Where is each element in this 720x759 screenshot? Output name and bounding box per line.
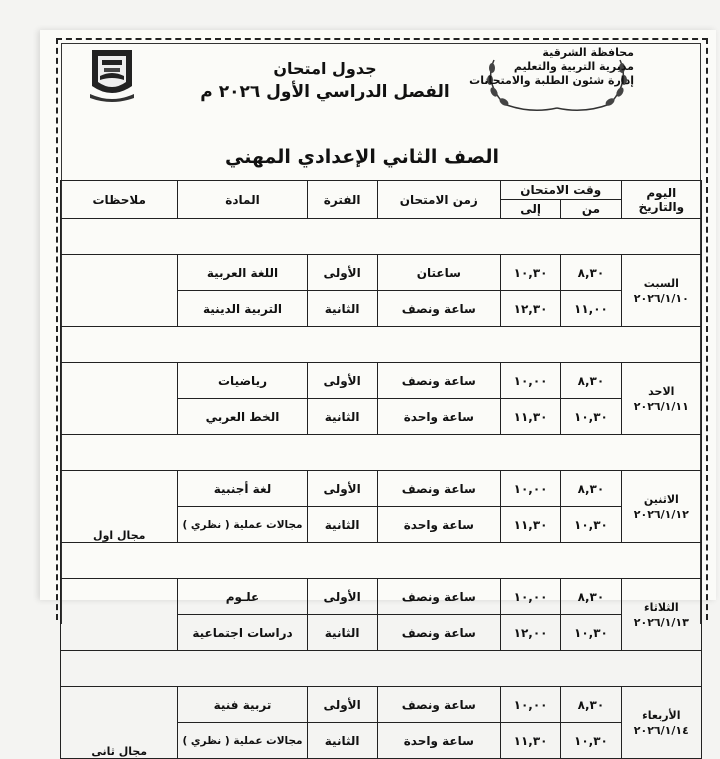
row-gap [61, 435, 702, 471]
header-duration: زمن الامتحان [377, 181, 500, 219]
subject: تربية فنية [178, 687, 307, 723]
period: الأولى [307, 471, 377, 507]
table-row [61, 363, 702, 399]
department-line: إدارة شئون الطلبة والامتحانات [469, 74, 634, 87]
note [61, 363, 178, 435]
subject: مجالات عملية ( نظري ) [178, 723, 307, 759]
subject: دراسات اجتماعية [178, 615, 307, 651]
header-from: من [561, 200, 621, 219]
time-to: ١٠,٣٠ [500, 255, 560, 291]
subject: لغة أجنبية [178, 471, 307, 507]
duration: ساعة ونصف [377, 579, 500, 615]
day-date: ٢٠٢٦/١/١٣ [633, 615, 689, 629]
table-row [61, 255, 702, 291]
table-row [61, 579, 702, 615]
note: مجال اول [61, 471, 178, 543]
header-exam-time: وقت الامتحان [500, 181, 621, 200]
day-date: ٢٠٢٦/١/١٤ [633, 723, 689, 737]
duration: ساعة ونصف [377, 471, 500, 507]
day-name: الاثنين [643, 492, 679, 506]
period: الثانية [307, 723, 377, 759]
duration: ساعة ونصف [377, 615, 500, 651]
duration: ساعة واحدة [377, 399, 500, 435]
day-name: الأربعاء [642, 708, 681, 722]
header-to: إلى [500, 200, 560, 219]
subject: رياضيات [178, 363, 307, 399]
emblem-icon [86, 46, 138, 104]
subject: التربية الدينية [178, 291, 307, 327]
time-from: ١٠,٣٠ [561, 399, 621, 435]
time-to: ١١,٣٠ [500, 507, 560, 543]
time-from: ١٠,٣٠ [561, 723, 621, 759]
day-date: ٢٠٢٦/١/١٠ [633, 291, 689, 305]
time-to: ١٢,٣٠ [500, 291, 560, 327]
time-to: ١٠,٠٠ [500, 579, 560, 615]
day-name: الثلاثاء [643, 600, 679, 614]
time-to: ١٠,٠٠ [500, 687, 560, 723]
subject: مجالات عملية ( نظري ) [178, 507, 307, 543]
day-date-cell [621, 687, 701, 759]
day-date-cell [621, 363, 701, 435]
period: الثانية [307, 615, 377, 651]
governorate-line: محافظة الشرقية [542, 46, 634, 59]
period: الثانية [307, 399, 377, 435]
time-from: ٨,٣٠ [561, 579, 621, 615]
subject: الخط العربي [178, 399, 307, 435]
period: الأولى [307, 579, 377, 615]
duration: ساعة واحدة [377, 723, 500, 759]
header-period: الفترة [307, 181, 377, 219]
note [61, 579, 178, 651]
day-date: ٢٠٢٦/١/١٢ [633, 507, 689, 521]
time-to: ١١,٣٠ [500, 399, 560, 435]
duration: ساعة واحدة [377, 507, 500, 543]
day-date-cell [621, 255, 701, 327]
time-from: ١٠,٣٠ [561, 507, 621, 543]
time-from: ١١,٠٠ [561, 291, 621, 327]
period: الثانية [307, 291, 377, 327]
duration: ساعتان [377, 255, 500, 291]
row-gap [61, 219, 702, 255]
period: الأولى [307, 363, 377, 399]
authority-header [469, 46, 634, 88]
subject: اللغة العربية [178, 255, 307, 291]
table-header-row [61, 181, 702, 200]
directorate-line: مديرية التربية والتعليم [513, 60, 634, 73]
note: مجال ثانى [61, 687, 178, 759]
schedule-title: جدول امتحان [273, 59, 377, 78]
duration: ساعة ونصف [377, 363, 500, 399]
time-from: ٨,٣٠ [561, 363, 621, 399]
time-from: ٨,٣٠ [561, 255, 621, 291]
table-row [61, 687, 702, 723]
exam-schedule-table [60, 180, 702, 759]
day-date-cell [621, 579, 701, 651]
day-date-cell [621, 471, 701, 543]
period: الأولى [307, 255, 377, 291]
time-from: ٨,٣٠ [561, 471, 621, 507]
header-subject: المادة [178, 181, 307, 219]
duration: ساعة ونصف [377, 291, 500, 327]
table-row [61, 471, 702, 507]
time-to: ١٠,٠٠ [500, 471, 560, 507]
duration: ساعة ونصف [377, 687, 500, 723]
header-notes: ملاحظات [61, 181, 178, 219]
row-gap [61, 651, 702, 687]
time-to: ١١,٣٠ [500, 723, 560, 759]
day-name: السبت [643, 276, 679, 290]
subject: علـوم [178, 579, 307, 615]
time-to: ١٠,٠٠ [500, 363, 560, 399]
semester-title: الفصل الدراسي الأول ٢٠٢٦ م [200, 82, 450, 102]
period: الثانية [307, 507, 377, 543]
day-name: الاحد [648, 384, 675, 398]
time-to: ١٢,٠٠ [500, 615, 560, 651]
day-date: ٢٠٢٦/١/١١ [633, 399, 689, 413]
time-from: ١٠,٣٠ [561, 615, 621, 651]
title-block [200, 58, 450, 104]
header-day-date: اليوم والتاريخ [621, 181, 701, 219]
row-gap [61, 543, 702, 579]
time-from: ٨,٣٠ [561, 687, 621, 723]
period: الأولى [307, 687, 377, 723]
row-gap [61, 327, 702, 363]
note [61, 255, 178, 327]
grade-title: الصف الثاني الإعدادي المهني [225, 146, 499, 168]
